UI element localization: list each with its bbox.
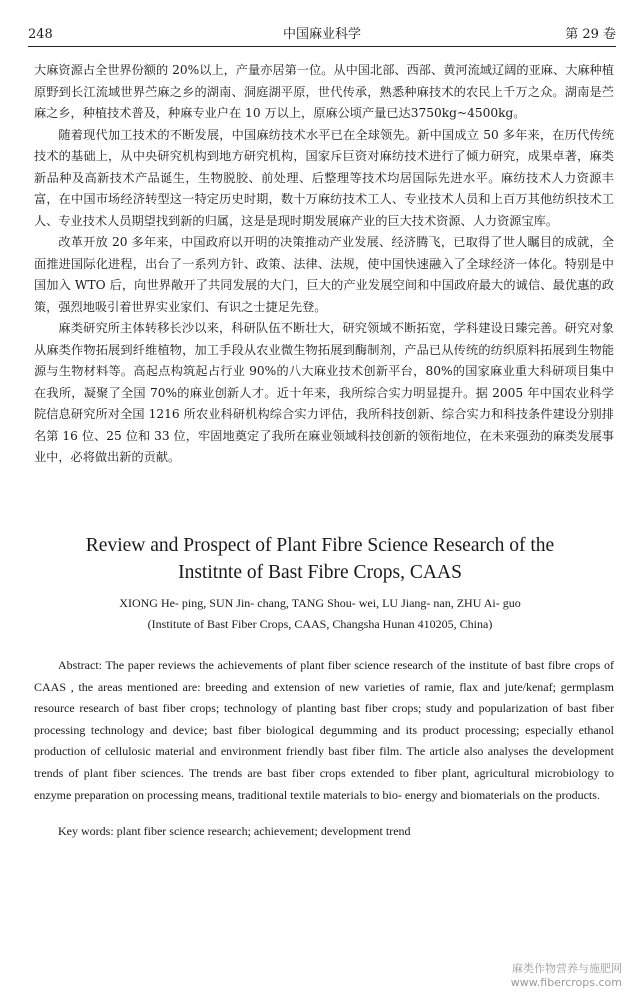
abstract: [34, 655, 614, 806]
abstract-text: Abstract: The paper reviews the achievements of plant fiber science research of the institute of bast fibre crops of CAAS , the areas mentioned are: breeding and extension of new varieties of ramie, flax and jute/kenaf; germplasm resource research of bast fiber crops; technology of planting bast fiber crops; study and popularization of bast fiber processing technology and device; bast fiber biological degumming and its product processing; especially ethanol production of cellulosic material and environment friendly bast fiber film. The article also analyses the development trends of plant fiber sciences. The trends are bast fiber crops extended to fiber plant, agricultural microbiology to enzyme preparation on processing means, traditional textile materials to bio- energy and biomaterials on the products.: [34, 658, 614, 802]
page-number: 248: [28, 27, 53, 42]
site-watermark: [511, 962, 622, 990]
chinese-body-text: [34, 60, 614, 469]
author-list: XIONG He- ping, SUN Jin- chang, TANG Shou- wei, LU Jiang- nan, ZHU Ai- guo: [119, 596, 521, 610]
journal-name: 中国麻业科学: [282, 27, 361, 42]
title-line-2: Institnte of Bast Fibre Crops, CAAS: [178, 562, 462, 583]
keywords: Key words: plant fiber science research; achievement; development trend: [58, 824, 411, 838]
body-paragraph: 麻类研究所主体转移长沙以来，科研队伍不断壮大，研究领域不断拓宽，学科建设日臻完善。研究对象从麻类作物拓展到纤维植物，加工手段从农业微生物拓展到酶制剂，产品已从传统的纺织原料拓展到生物能源与生物材料等。高起点构筑起占行业 90%的八大麻业技术创新平台，80%的国家麻业重大科研项目集中在我所，凝聚了全国 70%的麻业创新人才。近十年来，我所综合实力明显提升。据 2005 年中国农业科学院信息研究所对全国 1216 所农业科研机构综合实力评估，我所科技创新、综合实力和科技条件建设分别排名第 16 位、25 位和 33 位，牢固地奠定了我所在麻业领域科技创新的领衔地位，在未来强劲的麻类发展事业中，必将做出新的贡献。: [34, 321, 614, 464]
page-header: [28, 20, 616, 47]
volume-label: 第 29 卷: [565, 27, 616, 42]
body-paragraph: 随着现代加工技术的不断发展，中国麻纺技术水平已在全球领先。新中国成立 50 多年来，在历代传统技术的基础上，从中央研究机构到地方研究机构，国家斥巨资对麻纺技术进行了倾力研究，成果卓著，麻类新品种及高新技术产品诞生，生物脱胶、前处理、后整理等技术均居国际先进水平。麻纺技术人力资源丰富，在中国市场经济转型这一特定历史时期，数十万麻纺技术工人、专业技术人员和上百万其他纺织技术工人、专业技术人员期望找到新的归属，这是是现时期发展麻产业的巨大技术资源、人力资源宝库。: [34, 127, 614, 228]
watermark-name: 麻类作物营养与施肥网: [512, 962, 622, 975]
body-paragraph: 改革开放 20 多年来，中国政府以开明的决策推动产业发展、经济腾飞，已取得了世人瞩目的成就，全面推进国际化进程，出台了一系列方针、政策、法律、法规，使中国快速融入了全球经济一体化。特别是中国加入 WTO 后，向世界敞开了共同发展的大门，巨大的产业发展空间和中国政府最大的诚信、最优惠的政策，强烈地吸引着世界实业家们、有识之士捷足先登。: [34, 235, 614, 314]
english-title: [20, 532, 620, 586]
title-line-1: Review and Prospect of Plant Fibre Science Research of the: [85, 535, 555, 556]
body-paragraph: 大麻资源占全世界份额的 20%以上，产量亦居第一位。从中国北部、西部、黄河流域辽阔的亚麻、大麻种植原野到长江流域世界苎麻之乡的湖南、洞庭湖平原，世代传承，熟悉种麻技术的农民上千万之众。湖南是苎麻之乡，种植技术普及，种麻专业户在 10 万以上，原麻公顷产量已达3750kg~4500kg。: [34, 63, 614, 120]
watermark-url: www.fibercrops.com: [510, 976, 622, 989]
author-affiliation: (Institute of Bast Fiber Crops, CAAS, Changsha Hunan 410205, China): [147, 617, 493, 631]
